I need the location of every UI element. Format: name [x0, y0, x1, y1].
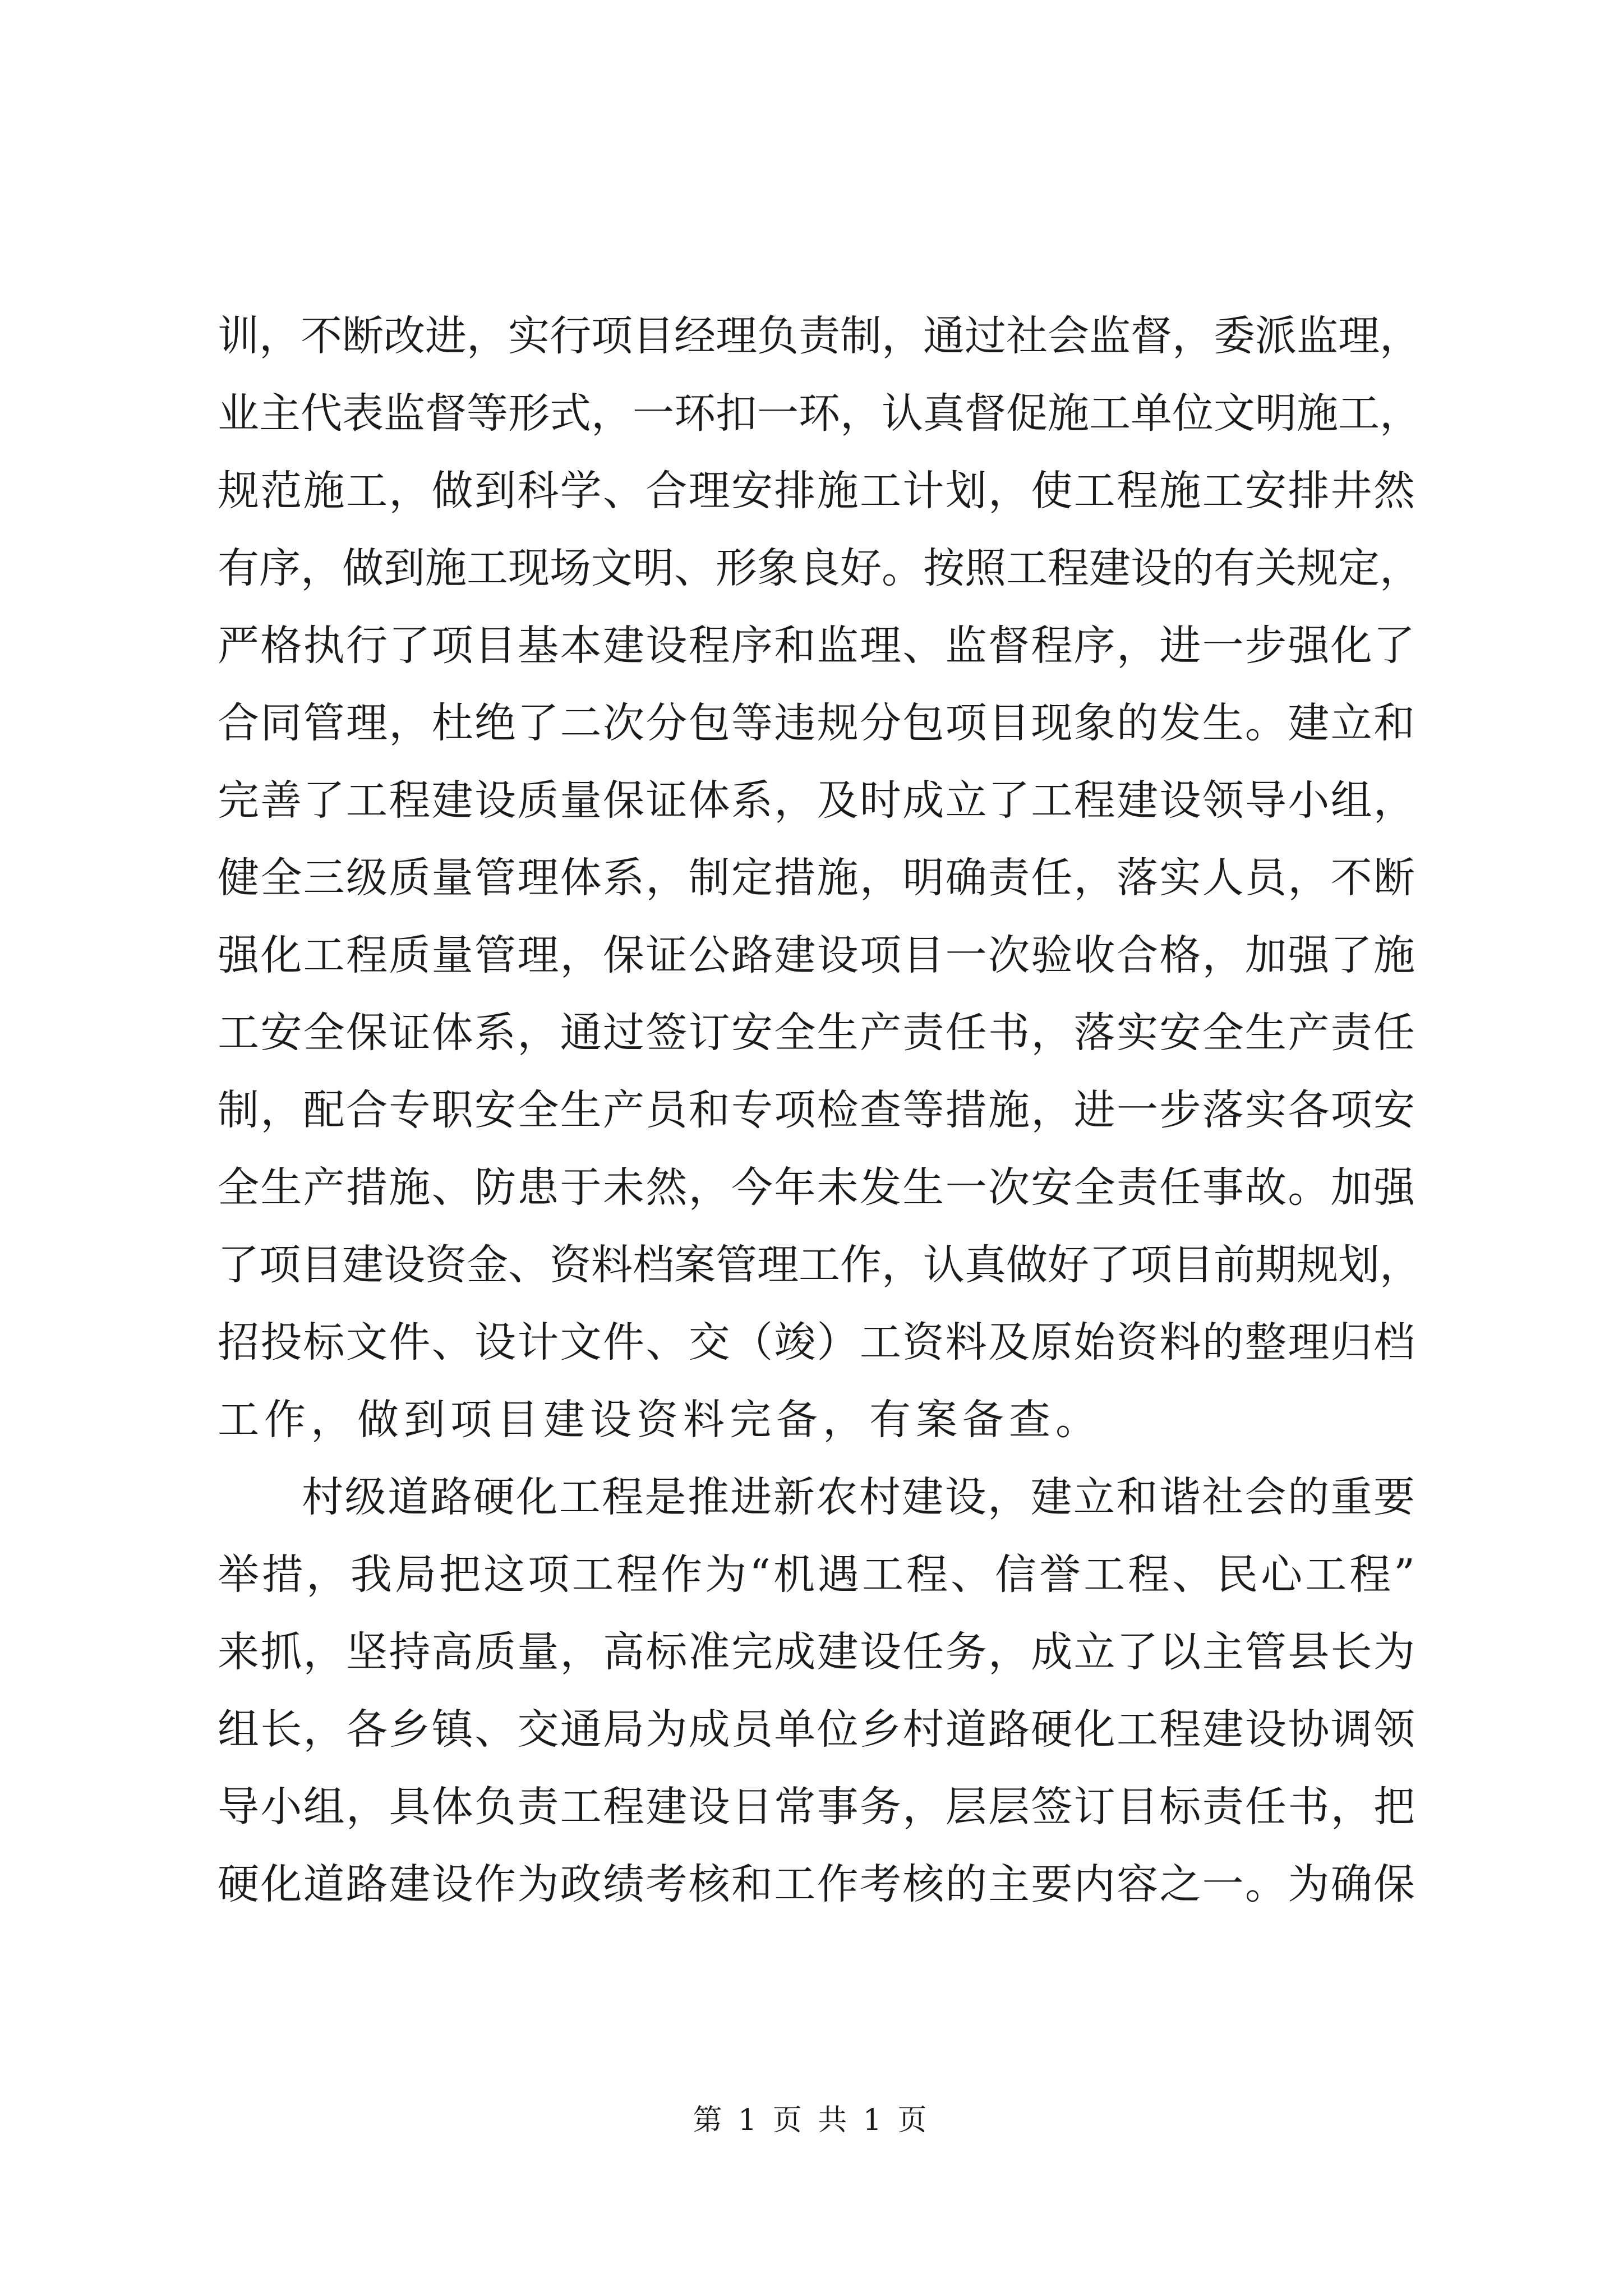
text-line: 完善了工程建设质量保证体系，及时成立了工程建设领导小组，: [218, 776, 1415, 825]
text-line: 工安全保证体系，通过签订安全生产责任书，落实安全生产责任: [218, 1009, 1415, 1057]
text-line: 合同管理，杜绝了二次分包等违规分包项目现象的发生。建立和: [218, 699, 1415, 747]
text-line: 有序，做到施工现场文明、形象良好。按照工程建设的有关规定，: [218, 544, 1421, 592]
text-line: 健全三级质量管理体系，制定措施，明确责任，落实人员，不断: [218, 854, 1415, 902]
page-number-footer: 第 1 页 共 1 页: [693, 2104, 930, 2137]
text-line: 严格执行了项目基本建设程序和监理、监督程序，进一步强化了: [218, 622, 1415, 670]
text-line: 导小组，具体负责工程建设日常事务，层层签订目标责任书，把: [218, 1783, 1415, 1831]
text-line: 制，配合专职安全生产员和专项检查等措施，进一步落实各项安: [218, 1086, 1415, 1134]
text-line: 招投标文件、设计文件、交（竣）工资料及原始资料的整理归档: [218, 1318, 1415, 1366]
text-line: 规范施工，做到科学、合理安排施工计划，使工程施工安排井然: [218, 467, 1415, 515]
text-line: 了项目建设资金、资料档案管理工作，认真做好了项目前期规划，: [218, 1241, 1421, 1289]
text-line: 来抓，坚持高质量，高标准完成建设任务，成立了以主管县长为: [218, 1628, 1415, 1676]
text-line: 举措，我局把这项工程作为“机遇工程、信誉工程、民心工程”: [218, 1550, 1415, 1599]
text-line: 硬化道路建设作为政绩考核和工作考核的主要内容之一。为确保: [218, 1860, 1415, 1908]
paragraph-last-line: 工作，做到项目建设资料完备，有案备查。: [218, 1396, 1102, 1444]
text-line: 全生产措施、防患于未然，今年未发生一次安全责任事故。加强: [218, 1163, 1415, 1212]
paragraph-first-line: 村级道路硬化工程是推进新农村建设，建立和谐社会的重要: [302, 1473, 1415, 1521]
text-line: 组长，各乡镇、交通局为成员单位乡村道路硬化工程建设协调领: [218, 1705, 1415, 1754]
text-line: 业主代表监督等形式，一环扣一环，认真督促施工单位文明施工，: [218, 389, 1421, 438]
document-body: [218, 297, 1421, 1923]
text-line: 强化工程质量管理，保证公路建设项目一次验收合格，加强了施: [218, 931, 1415, 979]
text-line: 训，不断改进，实行项目经理负责制，通过社会监督，委派监理，: [218, 312, 1421, 360]
